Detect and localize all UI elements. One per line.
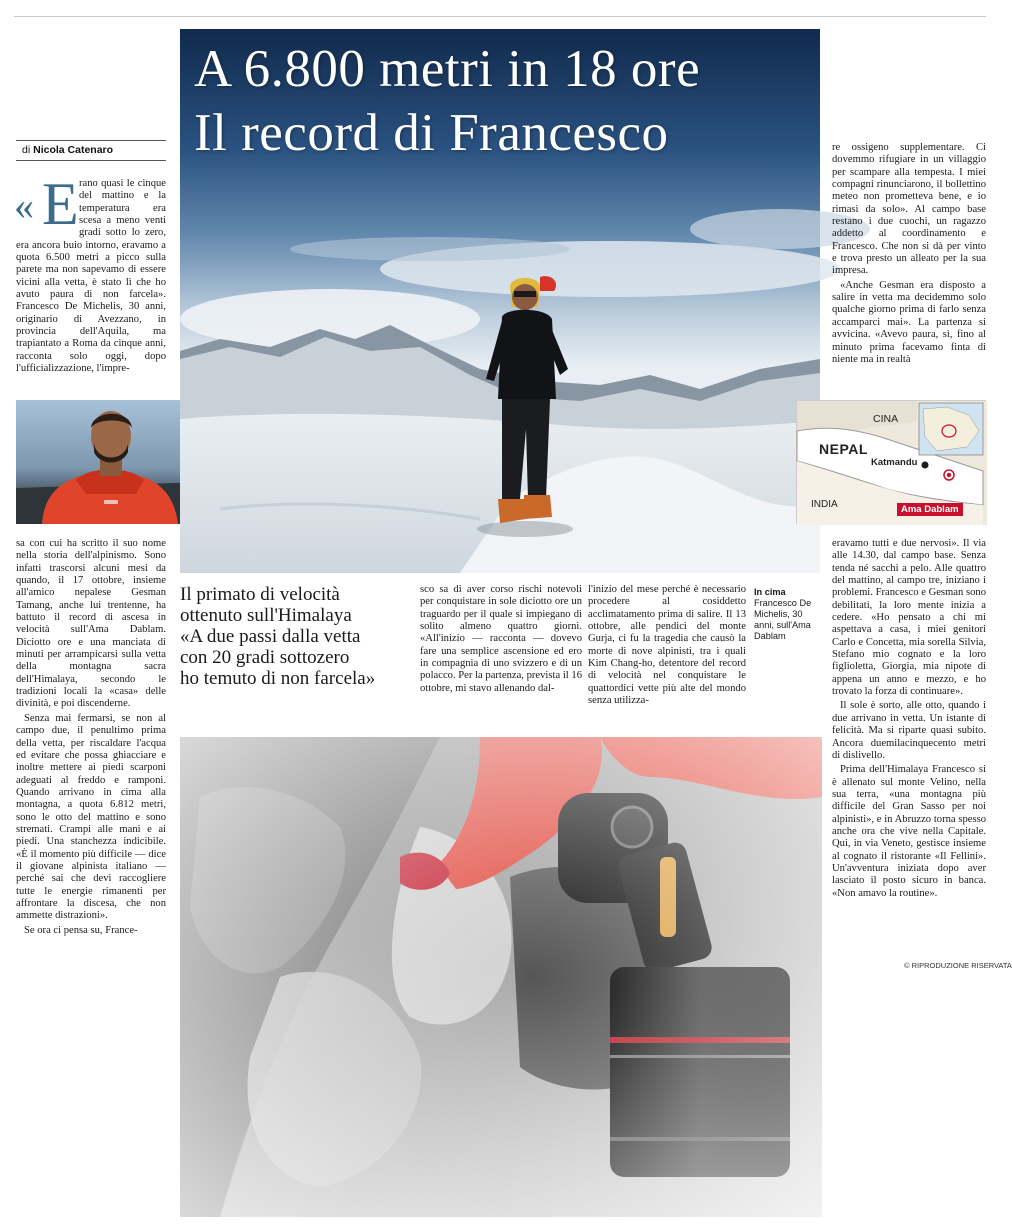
caption-text: Francesco De Michelis, 30 anni, sull'Ama Dablam: [754, 598, 812, 641]
portrait-photo: [16, 400, 206, 524]
column-middle-2: [588, 584, 746, 727]
paragraph: eravamo tutti e due nervosi». Il via alle 14.30, dal campo base. Senza tenda né sacchi a pelo. Alle quattro del mattino, al campo tre, iniziano i problemi. Francesco e Gesman sono debilitati, la loro mente inizia a cedere. «Ho pensato a chi mi aspettava a casa, i miei genitori Carlo e Concetta, mia sorella Silvia, Stefano mio cognato e la loro figlioletta, Giorgia, mia nipote di appena un anno e mezzo, e ho trovato la forza di continuare».: [832, 538, 986, 698]
paragraph: Prima dell'Himalaya Francesco si è allenato sul monte Velino, nella sua terra, «una montagna più difficile del Gran Sasso per noi alpinisti», e in Abruzzo torna spesso anche ora che vive nella Capitale. Qui, in via Veneto, gestisce insieme al cognato il ristorante «Il Fellini». Un'avventura iniziata dopo aver lasciato il posto sicuro in banca. «Non amavo la routine».: [832, 764, 986, 899]
paragraph: sa con cui ha scritto il suo nome nella storia dell'alpinismo. Sono infatti trascorsi alcuni mesi da quando, il 17 ottobre, insieme all'amico nepalese Gesman Tamang, anche lui trentenne, ha battuto il record di ascesa in velocità sull'Ama Dablam. Diciotto ore e una manciata di minuti per arrampicarsi sulla vetta della montagna sacra dell'Himalaya, secondo le tradizioni locali la «casa» delle divinità, e poi discenderne.: [16, 538, 166, 710]
paragraph: Se ora ci pensa su, France-: [24, 924, 138, 936]
photo-caption: [754, 587, 822, 642]
quote-mark: «: [14, 183, 34, 228]
map-label-nepal: NEPAL: [819, 441, 868, 457]
locator-map: [796, 400, 986, 524]
headline-line-1: A 6.800 metri in 18 ore: [194, 40, 701, 98]
column-right-bottom: [832, 538, 986, 958]
lead-text: rano quasi le cinque del mattino e la temperatura era scesa a meno venti gradi sotto lo zero, era ancora buio intorno, eravamo a quota 6.500 metri a picco sulla parete ma non sapevamo di essere vicini alla vetta, è stato lì che ho avuto paura di non farcela». Francesco De Michelis, 30 anni, originario di Avezzano, in provincia dell'Aquila, ma trapiantato a Roma da cinque anni, racconta solo oggi, dopo l'ufficializzazione, l'impre-: [16, 178, 166, 375]
byline: [16, 140, 166, 161]
dropcap-block: [14, 171, 79, 237]
paragraph: Il sole è sorto, alle otto, quando i due arrivano in vetta. Un istante di felicità. Ma si riparte quasi subito. Ancora duemilacinquecento metri di dislivello.: [832, 700, 986, 761]
subheadline-line-4: con 20 gradi sottozero: [180, 647, 350, 668]
paragraph: «Anche Gesman era disposto a salire in vetta ma decidemmo solo qualche giorno prima di farlo senza accamparci mai». La partenza si avvicina. «Avevo paura, sì, fino al minuto prima facevamo finta di niente ma in realtà: [832, 279, 986, 365]
hero-photo: [180, 29, 820, 573]
dropcap-letter: E: [42, 171, 79, 237]
subheadline-line-5: ho temuto di non farcela»: [180, 668, 376, 689]
caption-title: In cima: [754, 587, 786, 597]
byline-prefix: di: [22, 144, 31, 156]
column-right-top: [832, 142, 986, 390]
subheadline: [180, 584, 412, 689]
climber-camera-photo-icon: [180, 737, 822, 1217]
paragraph: Senza mai fermarsi, se non al campo due, il penultimo prima della vetta, per riscaldare l'acqua ed evitare che possa ghiacciare e inoltre mettere ai piedi scarponi adeguati al freddo e ramponi. Quando arrivano in cima alla montagna, a quota 6.812 metri, sono le otto del mattino e sono stremati. Crampi alle mani e ai piedi. Una stanchezza indicibile. «È il momento più difficile — dice il giovane alpinista italiano — perché sai che devi raccogliere tutte le energie rimanenti per affrontare la discesa, che non ammette distrazioni».: [16, 712, 166, 922]
subheadline-line-2: ottenuto sull'Himalaya: [180, 605, 352, 626]
map-label-kathmandu: Katmandu: [871, 457, 918, 468]
top-rule: [14, 16, 986, 17]
paragraph: re ossigeno supplementare. Ci dovemmo rifugiare in un villaggio per scampare alla tempesta. I miei compagni rinunciarono, il bollettino meteo non prometteva bene, e io rimasi da solo». Al campo base restano i due cuochi, un ragazzo addetto al coordinamento e Francesco. Che non si dà per vinto e trova presto un alleato per la sua impresa.: [832, 142, 986, 277]
map-label-india: INDIA: [811, 499, 838, 510]
paragraph: sco sa di aver corso rischi notevoli per conquistare in sole diciotto ore un traguardo per il quale si impiegano di solito almeno quattro giorni. «All'inizio — racconta — dovevo fare una semplice ascensione ed ero in compagnia di uno svizzero e di un polacco. Per la partenza, prevista il 16 ottobre, mi stavo allenando dal-: [420, 584, 582, 694]
column-1-lower: [16, 538, 166, 974]
copyright-notice: © RIPRODUZIONE RISERVATA: [904, 961, 1012, 970]
subheadline-line-3: «A due passi dalla vetta: [180, 626, 361, 647]
subheadline-line-1: Il primato di velocità: [180, 584, 340, 605]
lead-column: [14, 171, 166, 394]
bottom-photo: [180, 737, 822, 1217]
map-label-ama-dablam: Ama Dablam: [897, 503, 963, 516]
column-middle-1: [420, 584, 582, 727]
map-label-cina: CINA: [873, 413, 899, 425]
paragraph: l'inizio del mese perché è necessario procedere al cosiddetto acclimatamento prima di salire. Il 13 ottobre, alle pendici del monte Gurja, ci fu la tragedia che causò la morte di nove alpinisti, tra i quali Kim Chang-ho, detentore del record di velocità nel conquistare le quattordici vette più alte del mondo senza utilizza-: [588, 584, 746, 707]
headline: [194, 37, 700, 165]
byline-author: Nicola Catenaro: [33, 144, 114, 156]
headline-line-2: Il record di Francesco: [194, 104, 669, 162]
portrait-photo-icon: [16, 400, 206, 524]
